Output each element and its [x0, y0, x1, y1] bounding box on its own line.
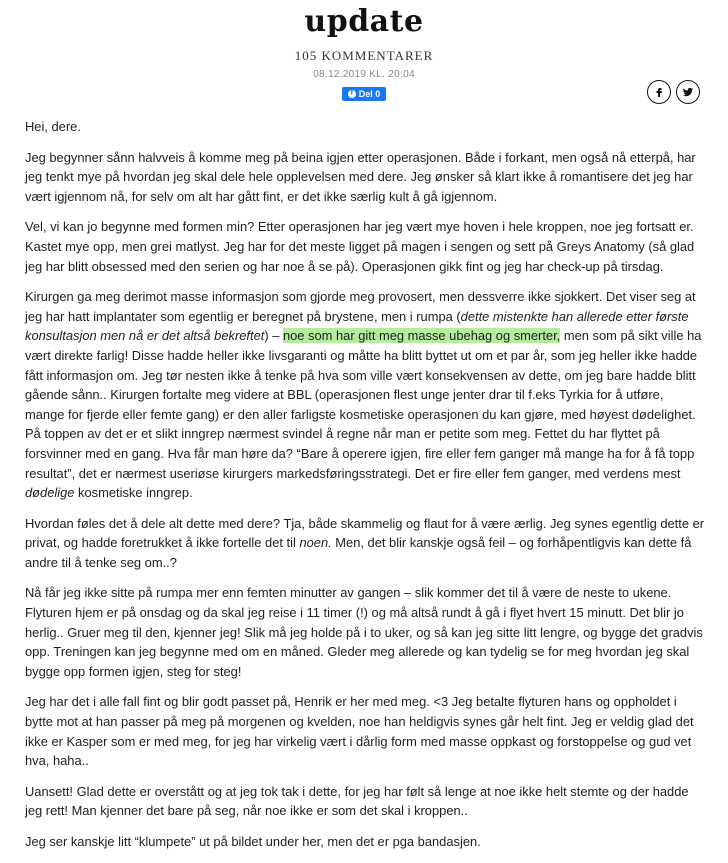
italic-text: dødelige	[25, 485, 75, 501]
text-segment: Hvordan føles det å dele alt dette med dere? Tja, både skammelig og flaut for å være ærlig. Jeg synes egentlig dette er privat, og hadde foretrukket å ikke fortelle det til	[25, 515, 705, 551]
paragraph-intro: Jeg begynner sånn halvveis å komme meg på beina igjen etter operasjonen. Både i forkant, men også nå etterpå, har jeg tenkt mye på hvordan jeg skal dele hele opplevelsen med dere. Jeg ønsker så klart ikke å romantisere det jeg har vært igjennom nå, for selv om alt har gått fint, er det ikke særlig kult å gå igjennom.	[25, 149, 696, 204]
facebook-share-button[interactable]	[342, 87, 387, 101]
highlighted-text: noe som har gitt meg masse ubehag og smerter,	[282, 328, 561, 344]
text-segment: Kirurgen ga meg derimot masse informasjon som gjorde meg provosert, men dessverre ikke sjokkert. Det viser seg at jeg har hatt implantater som egentlig er beregnet på brystene, men i rumpa (	[25, 289, 696, 324]
facebook-icon[interactable]	[647, 80, 671, 104]
paragraph-henrik: Jeg har det i alle fall fint og blir godt passet på, Henrik er her med meg. <3 Jeg betalte flyturen hans og oppholdet i bytte mot at han passer på meg på morgenen og kvelden, noe han heldigvis synes går helt fint. Jeg er veldig glad det ikke er Kasper som er med meg, for jeg har virkelig vært i dårlig form med masse oppkast og forstoppelse og gud vet hva, haha..	[25, 694, 694, 769]
facebook-share-icon: f	[348, 90, 356, 98]
text-segment: ) –	[264, 328, 283, 344]
post-title: update	[304, 4, 424, 39]
share-label: Del 0	[358, 89, 381, 99]
paragraph-conclusion: Uansett! Glad dette er overstått og at jeg tok tak i dette, for jeg har følt så lenge at noe ikke helt stemte og der hadde jeg rett! Man kjenner det bare på seg, når noe ikke er som det skal i kroppen..	[25, 783, 689, 819]
post-date: 08.12.2019 KL. 20:04	[313, 69, 415, 80]
post-header	[0, 0, 728, 101]
text-segment: men som på sikt ville ha vært direkte farlig! Disse hadde heller ikke livsgaranti og måtte ha blitt byttet ut om et par år, som jeg heller ikke hadde fått informasjon om. Jeg tør nesten ikke å tenke på hva som ville vært konsekvensen av dette, om jeg bare hadde blitt gående sånn.. Kirurgen fortalte meg videre at BBL (operasjonen flest unge jenter drar til f.eks Tyrkia for å utføre, mange for fjerde eller femte gang) er den aller farligste kosmetiske operasjonen du kan gjøre, med høyest dødelighet. På toppen av det er et slikt inngrep nærmest svindel å regne når man er petite som meg. Fettet du har flyttet på forsvinner med en gang. Hva får man høre da? “Bare å operere igjen, fire eller fem ganger må mange ha for å få topp resultat”, det er nærmest useriøse kirurgers markedsføringsstrategi. Det er fire eller fem ganger, med verdens mest	[25, 328, 702, 481]
paragraph-surgeon	[25, 287, 705, 503]
article-body	[25, 117, 705, 863]
paragraph-condition: Vel, vi kan jo begynne med formen min? Etter operasjonen har jeg vært mye hoven i hele kroppen, noe jeg fortsatt er. Kastet mye opp, men grei matlyst. Jeg har for det meste ligget på magen i sengen og sett på Greys Anatomy (så glad jeg har blitt obsessed med den serien og har noe å se på). Operasjonen gikk fint og jeg har check-up på tirsdag.	[25, 219, 695, 274]
paragraph-feelings	[25, 514, 705, 573]
paragraph-greeting: Hei, dere.	[25, 119, 81, 134]
paragraph-photo-note: Jeg ser kanskje litt “klumpete” ut på bildet under her, men det er pga bandasjen.	[25, 834, 481, 849]
paragraph-recovery: Nå får jeg ikke sitte på rumpa mer enn femten minutter av gangen – slik kommer det til å være de neste to ukene. Flyturen hjem er på onsdag og da skal jeg reise i 11 timer (!) og må altså rundt å gå i flyet hvert 15 minutt. Det blir jo herlig.. Gruer meg til den, kjenner jeg! Slik må jeg holde på i to uker, og så kan jeg sitte litt lengre, og bygge det gradvis opp. Treningen kan jeg begynne med om en måned. Gleder meg allerede og kan tydelig se for meg hvordan jeg skal bygge opp formen igjen, steg for steg!	[25, 585, 703, 679]
text-segment: Men, det blir kanskje også feil – og forhåpentligvis kan dette få andre til å tenke seg om..?	[25, 535, 692, 570]
comments-link[interactable]: 105 KOMMENTARER	[294, 48, 434, 63]
social-links	[647, 80, 700, 104]
text-segment: kosmetiske inngrep.	[74, 485, 193, 501]
italic-text: noen.	[299, 535, 332, 551]
italic-text: dette mistenkte han allerede etter første konsultasjon men nå er det altså bekreftet	[25, 308, 689, 344]
twitter-icon[interactable]	[676, 80, 700, 104]
